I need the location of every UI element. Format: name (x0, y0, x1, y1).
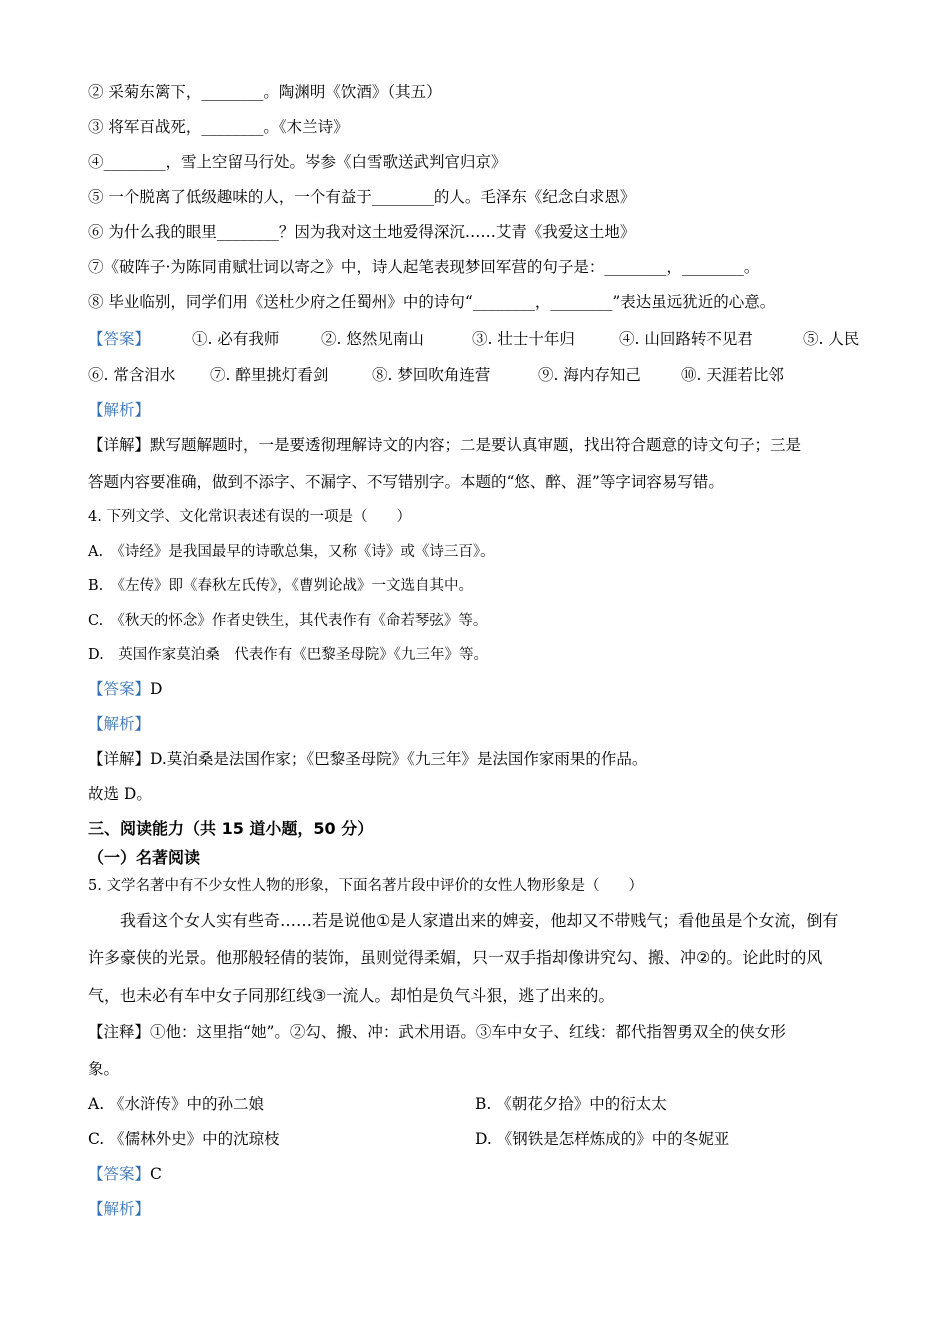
section-title: 三、阅读能力（共 15 道小题，50 分） (88, 819, 374, 838)
note-text: ①他：这里指“她”。②勾、搬、冲：武术用语。③车中女子、红线：都代指智勇双全的侠女形 (150, 1023, 786, 1041)
answer-value: D (150, 680, 163, 698)
question-4-conclusion: 故选 D。 (88, 785, 152, 803)
question-5-option-b: B. 《朝花夕拾》中的衍太太 (475, 1095, 667, 1113)
answer-item: ⑦. 醉里挑灯看剑 (210, 366, 329, 384)
detail-text: 默写题解题时，一是要透彻理解诗文的内容；二是要认真审题，找出符合题意的诗文句子；三是 (150, 436, 802, 454)
detail-text: D.莫泊桑是法国作家；《巴黎圣母院》《九三年》是法国作家雨果的作品。 (150, 750, 648, 768)
question-5-answer (88, 1163, 162, 1185)
note-tag: 【注释】 (88, 1023, 151, 1041)
detail-tag: 【详解】 (88, 436, 151, 454)
analysis-tag: 【解析】 (88, 401, 151, 419)
answer-row-1 (88, 328, 878, 350)
answer-item: ⑧. 梦回吹角连营 (372, 366, 491, 384)
answer-value: C (150, 1165, 162, 1183)
question-4-detail (88, 748, 647, 770)
answer-item: ⑤. 人民 (803, 330, 860, 348)
passage-line-2: 许多豪侠的光景。他那般轻倩的装饰，虽则觉得柔媚，只一双手指却像讲究勾、搬、冲②的。论此时的风 (88, 948, 823, 967)
answer-item: ⑩. 天涯若比邻 (681, 366, 784, 384)
answer-tag: 【答案】 (88, 330, 151, 348)
question-4-option-b: B. 《左传》即《春秋左氏传》，《曹刿论战》一文选自其中。 (88, 578, 474, 594)
analysis-tag: 【解析】 (88, 715, 151, 733)
analysis-tag: 【解析】 (88, 1200, 151, 1218)
answer-item: ④. 山回路转不见君 (619, 330, 753, 348)
question-4-option-a: A. 《诗经》是我国最早的诗歌总集，又称《诗》或《诗三百》。 (88, 544, 495, 560)
fill-blank-item-8: ⑧ 毕业临别，同学们用《送杜少府之任蜀州》中的诗句“________，________”表达虽远犹近的心意。 (88, 293, 776, 311)
question-5-option-a: A. 《水浒传》中的孙二娘 (88, 1095, 265, 1113)
question-4-answer (88, 678, 162, 700)
note-line (88, 1021, 786, 1043)
answer-tag: 【答案】 (88, 680, 151, 698)
subsection-title: （一）名著阅读 (88, 848, 201, 867)
answer-item: ③. 壮士十年归 (472, 330, 575, 348)
question-5-stem: 5. 文学名著中有不少女性人物的形象，下面名著片段中评价的女性人物形象是（ ） (88, 878, 643, 894)
question-4-option-c: C. 《秋天的怀念》作者史铁生，其代表作有《命若琴弦》等。 (88, 613, 488, 629)
fill-blank-item-3: ③ 将军百战死，________。《木兰诗》 (88, 118, 349, 136)
note-line-2: 象。 (88, 1060, 120, 1078)
question-5-option-d: D. 《钢铁是怎样炼成的》中的冬妮亚 (475, 1130, 730, 1148)
detail-tag: 【详解】 (88, 750, 151, 768)
fill-blank-item-7: ⑦《破阵子·为陈同甫赋壮词以寄之》中，诗人起笔表现梦回军营的句子是：________，________。 (88, 258, 760, 276)
answer-item: ①. 必有我师 (192, 330, 280, 348)
question-5-option-c: C. 《儒林外史》中的沈琼枝 (88, 1130, 280, 1148)
fill-blank-item-6: ⑥ 为什么我的眼里________？因为我对这土地爱得深沉……艾青《我爱这土地》 (88, 223, 636, 241)
answer-item: ⑥. 常含泪水 (88, 366, 176, 384)
detail-line (88, 434, 801, 456)
passage-line-1: 我看这个女人实有些奇……若是说他①是人家遣出来的婢妾，他却又不带贱气；看他虽是个女流，倒有 (120, 911, 839, 930)
fill-blank-item-5: ⑤ 一个脱离了低级趣味的人，一个有益于________的人。毛泽东《纪念白求恩》 (88, 188, 636, 206)
passage-line-3: 气，也未必有车中女子同那红线③一流人。却怕是负气斗狠，逃了出来的。 (88, 986, 615, 1005)
answer-item: ②. 悠然见南山 (321, 330, 424, 348)
detail-line-2: 答题内容要准确，做到不添字、不漏字、不写错别字。本题的“悠、醉、涯”等字词容易写错。 (88, 473, 724, 491)
question-4-stem: 4. 下列文学、文化常识表述有误的一项是（ ） (88, 509, 411, 525)
answer-tag: 【答案】 (88, 1165, 151, 1183)
fill-blank-item-4: ④________，雪上空留马行处。岑参《白雪歌送武判官归京》 (88, 153, 507, 171)
fill-blank-item-2: ② 采菊东篱下，________。陶渊明《饮酒》（其五） (88, 83, 442, 101)
answer-item: ⑨. 海内存知己 (538, 366, 641, 384)
question-4-option-d: D. 英国作家莫泊桑 代表作有《巴黎圣母院》《九三年》等。 (88, 647, 488, 663)
